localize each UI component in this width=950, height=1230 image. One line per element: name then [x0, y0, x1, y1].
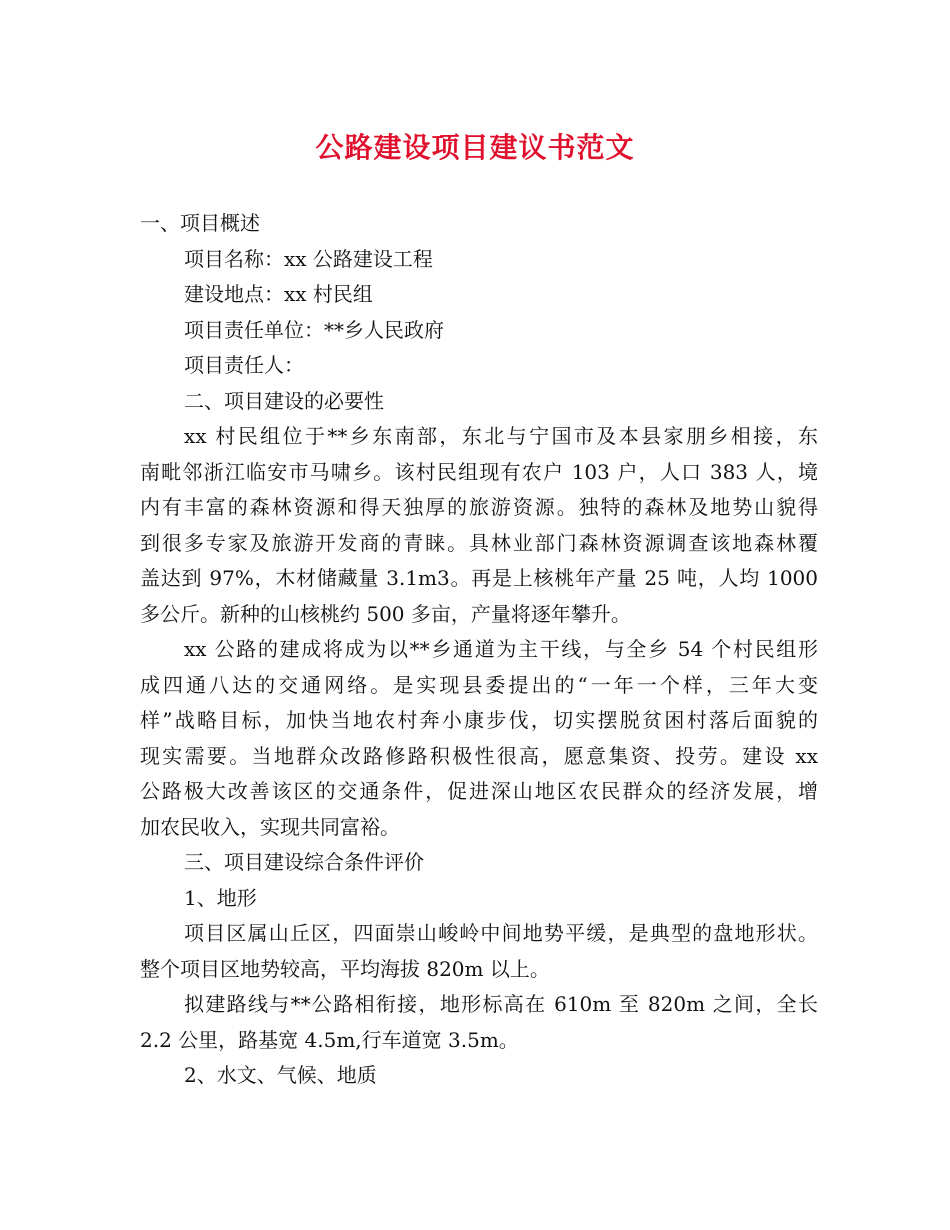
paragraph-line: 公路极大改善该区的交通条件，促进深山地区农民群众的经济发展，增 [140, 779, 818, 803]
paragraph-line: 多公斤。新种的山核桃约 500 多亩，产量将逐年攀升。 [140, 601, 631, 626]
paragraph-line: 到很多专家及旅游开发商的青睐。具林业部门森林资源调查该地森林覆 [140, 530, 818, 555]
paragraph-line: 整个项目区地势较高，平均海拔 820m 以上。 [140, 956, 550, 981]
document-title: 公路建设项目建议书范文 [315, 131, 635, 164]
paragraph-line: 2.2 公里，路基宽 4.5m,行车道宽 3.5m。 [140, 1027, 519, 1052]
project-name-line: 项目名称：xx 公路建设工程 [184, 246, 433, 271]
project-location-line: 建设地点：xx 村民组 [184, 282, 373, 306]
paragraph-line: 项目区属山丘区，四面崇山峻岭中间地势平缓，是典型的盘地形状。 [184, 921, 818, 945]
paragraph-line: xx 村民组位于**乡东南部，东北与宁国市及本县家朋乡相接，东 [184, 424, 818, 448]
document-body [140, 206, 818, 1094]
paragraph-line: 内有丰富的森林资源和得天独厚的旅游资源。独特的森林及地势山貌得 [140, 495, 818, 519]
paragraph-line: xx 公路的建成将成为以**乡通道为主干线，与全乡 54 个村民组形 [184, 637, 818, 661]
paragraph-line: 现实需要。当地群众改路修路积极性很高，愿意集资、投劳。建设 xx [140, 743, 818, 768]
paragraph-line: 成四通八达的交通网络。是实现县委提出的“一年一个样，三年大变 [140, 672, 818, 697]
paragraph-line: 加农民收入，实现共同富裕。 [140, 814, 400, 839]
subsection-heading-hydrology: 2、水文、气候、地质 [184, 1063, 377, 1087]
paragraph-line: 南毗邻浙江临安市马啸乡。该村民组现有农户 103 户，人口 383 人，境 [140, 459, 818, 484]
paragraph-line: 样”战略目标，加快当地农村奔小康步伐，切实摆脱贫困村落后面貌的 [140, 708, 818, 732]
responsible-unit-line: 项目责任单位：**乡人民政府 [184, 317, 444, 342]
paragraph-line: 盖达到 97%，木材储藏量 3.1m3。再是上核桃年产量 25 吨，人均 1000 [140, 566, 818, 590]
paragraph-line: 拟建路线与**公路相衔接，地形标高在 610m 至 820m 之间，全长 [184, 992, 818, 1016]
subsection-heading-terrain: 1、地形 [184, 885, 257, 910]
section-heading-conditions: 三、项目建设综合条件评价 [184, 850, 424, 874]
responsible-person-line: 项目责任人： [184, 353, 304, 377]
section-heading-necessity: 二、项目建设的必要性 [184, 388, 384, 413]
section-heading-overview: 一、项目概述 [140, 211, 260, 235]
